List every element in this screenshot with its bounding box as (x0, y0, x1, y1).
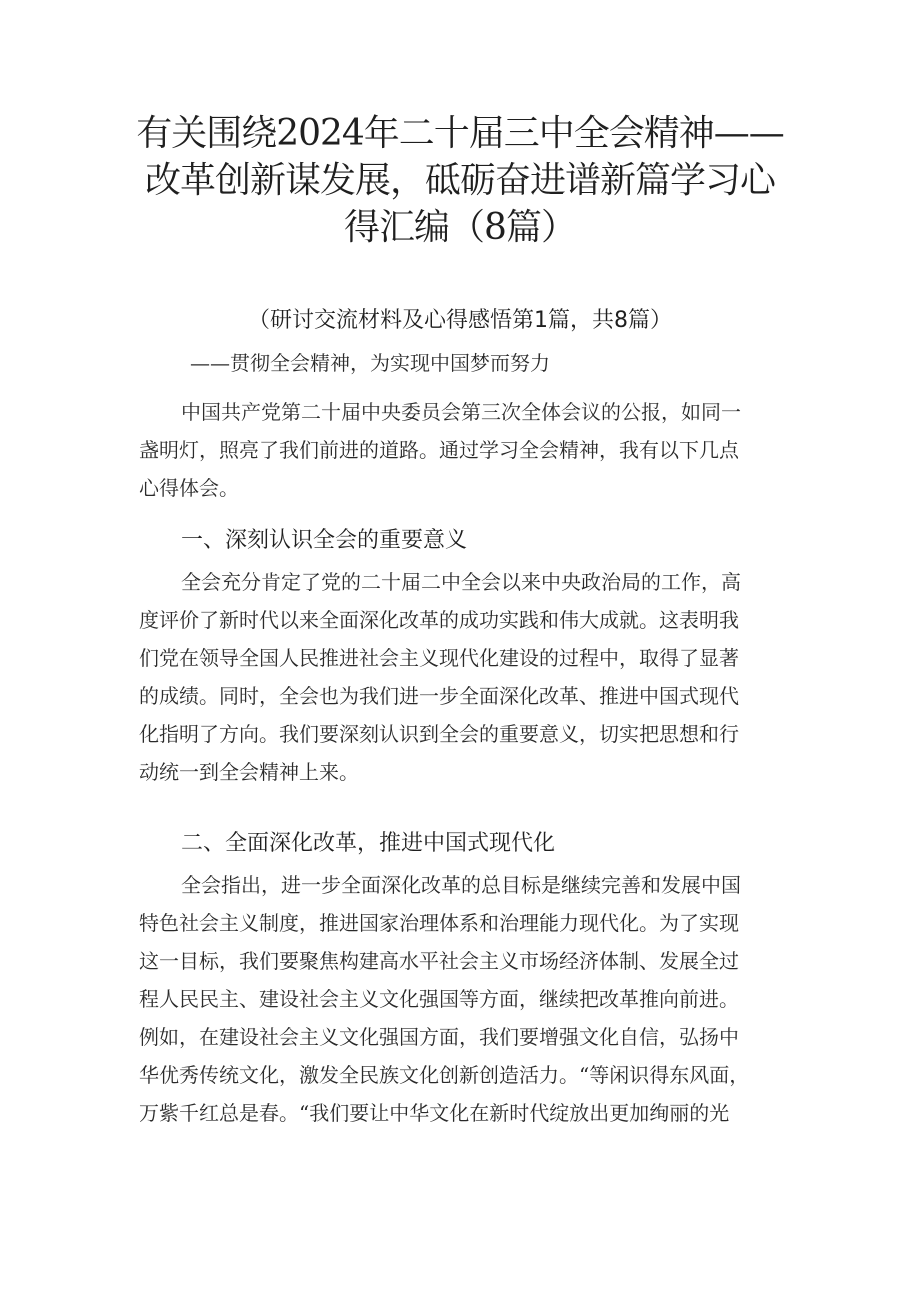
document-title (130, 110, 790, 251)
text-line: 心得体会。 (139, 476, 239, 500)
text-line: 中国共产党第二十届中央委员会第三次全体会议的公报，如同一 (181, 400, 741, 424)
text-line: 例如，在建设社会主义文化强国方面，我们要增强文化自信，弘扬中 (139, 1025, 739, 1049)
section-2-paragraph (139, 866, 789, 1132)
text-line: 万紫千红总是春。“我们要让中华文化在新时代绽放出更加绚丽的光 (139, 1101, 730, 1125)
text-line: 华优秀传统文化，激发全民族文化创新创造活力。“等闲识得东风面， (139, 1063, 750, 1087)
title-line: 得汇编（8篇） (344, 207, 576, 248)
tagline: ——贯彻全会精神，为实现中国梦而努力 (190, 351, 550, 375)
text-line: 动统一到全会精神上来。 (139, 760, 359, 784)
text-line: 全会充分肯定了党的二十届二中全会以来中央政治局的工作，高 (181, 570, 741, 594)
text-line: 这一目标，我们要聚焦构建高水平社会主义市场经济体制、发展全过 (139, 949, 739, 973)
title-line: 改革创新谋发展，砥砺奋进谱新篇学习心 (144, 160, 775, 201)
section-1-paragraph (139, 563, 789, 791)
text-line: 的成绩。同时，全会也为我们进一步全面深化改革、推进中国式现代 (139, 684, 739, 708)
text-line: 化指明了方向。我们要深刻认识到全会的重要意义，切实把思想和行 (139, 722, 739, 746)
section-heading-1: 一、深刻认识全会的重要意义 (181, 528, 468, 553)
subtitle: （研讨交流材料及心得感悟第1篇，共8篇） (248, 308, 672, 333)
intro-paragraph (139, 393, 789, 507)
text-line: 们党在领导全国人民推进社会主义现代化建设的过程中，取得了显著 (139, 646, 739, 670)
title-line: 有关围绕2024年二十届三中全会精神—— (136, 113, 784, 154)
text-line: 度评价了新时代以来全面深化改革的成功实践和伟大成就。这表明我 (139, 608, 739, 632)
text-line: 特色社会主义制度，推进国家治理体系和治理能力现代化。为了实现 (139, 911, 739, 935)
text-line: 盏明灯，照亮了我们前进的道路。通过学习全会精神，我有以下几点 (139, 438, 739, 462)
text-line: 程人民民主、建设社会主义文化强国等方面，继续把改革推向前进。 (139, 987, 739, 1011)
text-line: 全会指出，进一步全面深化改革的总目标是继续完善和发展中国 (181, 873, 741, 897)
section-heading-2: 二、全面深化改革，推进中国式现代化 (181, 831, 556, 856)
